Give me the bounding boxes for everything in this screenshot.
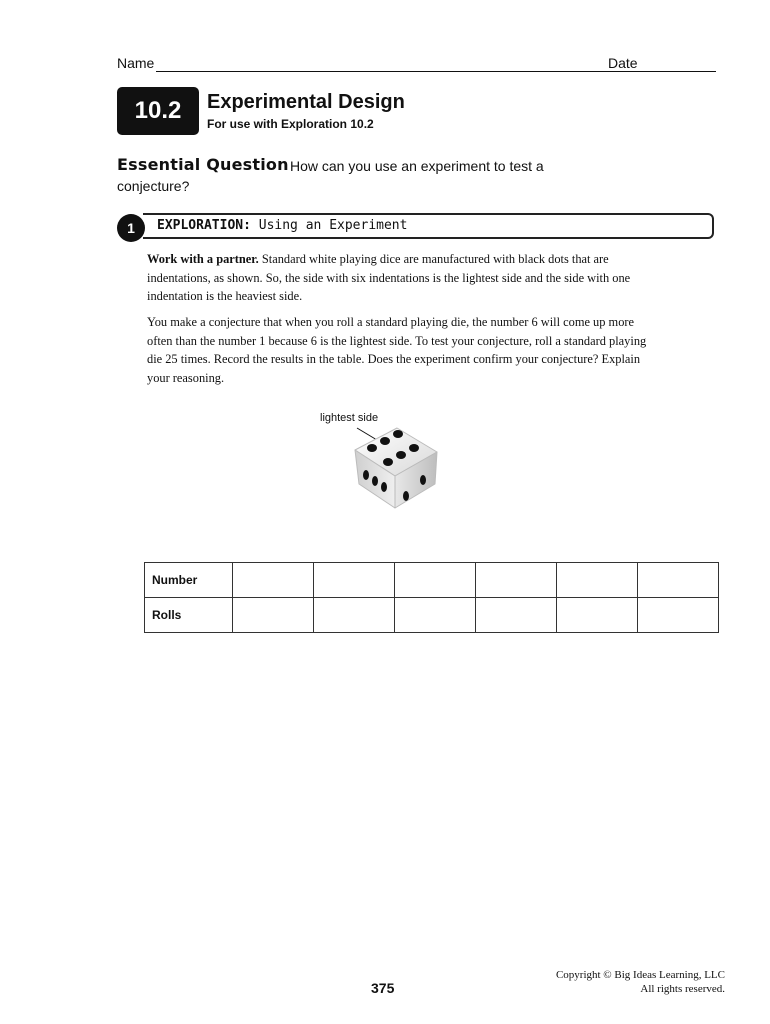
essential-question-text: How can you use an experiment to test a xyxy=(290,158,544,174)
section-subtitle: For use with Exploration 10.2 xyxy=(207,117,374,131)
section-title: Experimental Design xyxy=(207,91,405,113)
die-label: lightest side xyxy=(320,412,379,424)
table-cell[interactable] xyxy=(476,598,557,633)
exploration-label: EXPLORATION: xyxy=(157,218,251,233)
die-icon xyxy=(345,420,455,515)
copyright-line-1: Copyright © Big Ideas Learning, LLC xyxy=(555,969,725,981)
table-cell[interactable] xyxy=(638,598,719,633)
table-cell[interactable] xyxy=(557,563,638,598)
row-header-rolls: Rolls xyxy=(145,598,233,633)
exploration-paragraph-1 xyxy=(147,250,652,306)
table-cell[interactable] xyxy=(314,563,395,598)
table-row-rolls xyxy=(145,598,719,633)
exploration-paragraph-2: You make a conjecture that when you roll a standard playing die, the number 6 will come up more often than the number 1 because 6 is the lightest side. To test your conjecture, roll a standard playing die 25 times. Record the results in the table. Does the experiment confirm your conjecture? Explain your reasoning. xyxy=(147,315,647,385)
name-label: Name xyxy=(117,55,155,71)
table-cell[interactable] xyxy=(233,563,314,598)
page-number: 375 xyxy=(371,980,395,996)
copyright xyxy=(520,968,725,996)
name-date-row xyxy=(117,55,717,75)
copyright-line-2: All rights reserved. xyxy=(640,983,725,995)
table-cell[interactable] xyxy=(395,563,476,598)
exploration-title xyxy=(157,218,407,233)
table-cell[interactable] xyxy=(638,563,719,598)
essential-question-label: Essential Question xyxy=(117,155,289,174)
date-blank[interactable] xyxy=(639,71,716,72)
table-cell[interactable] xyxy=(395,598,476,633)
results-table xyxy=(144,562,719,633)
table-row-number xyxy=(145,563,719,598)
exploration-name: Using an Experiment xyxy=(258,218,408,233)
name-blank[interactable] xyxy=(156,71,709,72)
table-cell[interactable] xyxy=(233,598,314,633)
paragraph-body: Standard white playing dice are manufactured with black dots that are indentations, as shown. So, the side with six indentations is the lightest side and the side with one indentation is the heaviest side. xyxy=(147,252,631,303)
exploration-number: 1 xyxy=(117,214,145,242)
table-cell[interactable] xyxy=(557,598,638,633)
table-cell[interactable] xyxy=(476,563,557,598)
essential-question-text-cont: conjecture? xyxy=(117,178,190,194)
table-cell[interactable] xyxy=(314,598,395,633)
section-number-badge: 10.2 xyxy=(117,87,199,135)
row-header-number: Number xyxy=(145,563,233,598)
date-label: Date xyxy=(608,55,638,71)
paragraph-lead: Work with a partner. xyxy=(147,252,259,266)
